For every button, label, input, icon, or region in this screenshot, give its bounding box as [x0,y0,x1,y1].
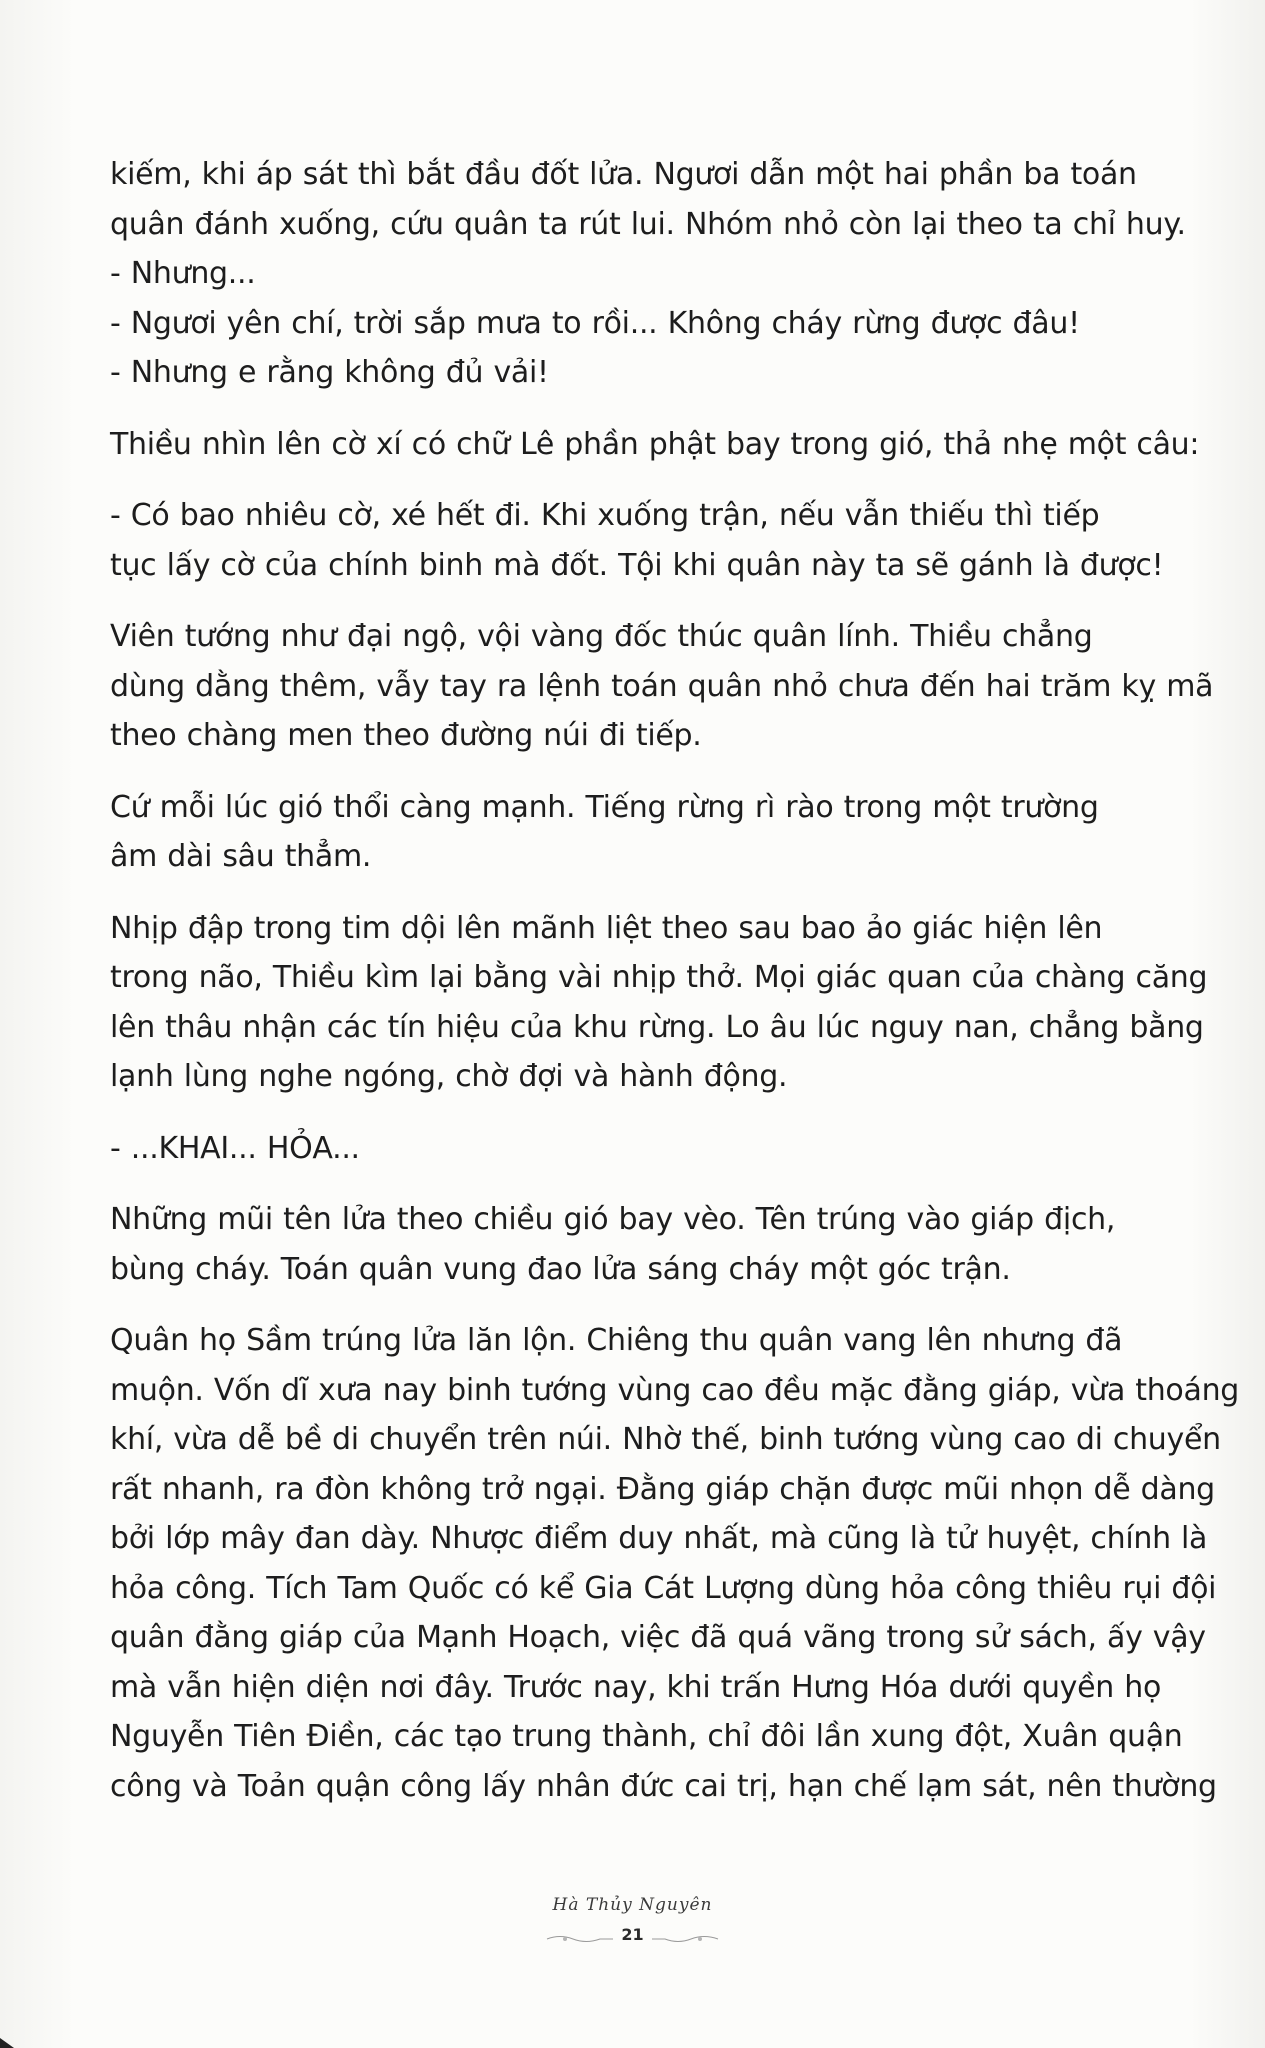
text-line: kiếm, khi áp sát thì bắt đầu đốt lửa. Ngươi dẫn một hai phần ba toán [110,157,1137,192]
text-line: lạnh lùng nghe ngóng, chờ đợi và hành động. [110,1059,788,1094]
text-line: - Nhưng... [110,256,256,291]
text-line: - Có bao nhiêu cờ, xé hết đi. Khi xuống trận, nếu vẫn thiếu thì tiếp [110,498,1100,533]
text-line: quân đằng giáp của Mạnh Hoạch, việc đã quá vãng trong sử sách, ấy vậy [110,1620,1206,1655]
text-line: khí, vừa dễ bề di chuyển trên núi. Nhờ thế, binh tướng vùng cao di chuyển [110,1422,1221,1457]
body-text [110,150,1240,1811]
page-number: 21 [621,1925,644,1944]
text-line: mà vẫn hiện diện nơi đây. Trước nay, khi trấn Hưng Hóa dưới quyền họ [110,1669,1162,1705]
dialogue-line [110,348,1120,398]
narration-paragraph [110,1195,1120,1294]
text-line: Quân họ Sầm trúng lửa lăn lộn. Chiêng thu quân vang lên nhưng đã [110,1323,1123,1358]
dialogue-line [110,249,1120,299]
text-line: - ...KHAI... HỎA... [110,1130,360,1166]
dialogue-paragraph [110,491,1164,590]
text-line: bởi lớp mây đan dày. Nhược điểm duy nhất, mà cũng là tử huyệt, chính là [110,1521,1208,1556]
text-line: Thiều nhìn lên cờ xí có chữ Lê phần phật bay trong gió, thả nhẹ một câu: [110,426,1200,462]
text-line: - Nhưng e rằng không đủ vải! [110,355,549,390]
text-line: trong não, Thiều kìm lại bằng vài nhịp thở. Mọi giác quan của chàng căng [110,960,1208,995]
text-line: hỏa công. Tích Tam Quốc có kể Gia Cát Lượng dùng hỏa công thiêu rụi đội [110,1570,1217,1606]
text-line: Cứ mỗi lúc gió thổi càng mạnh. Tiếng rừng rì rào trong một trường [110,789,1099,825]
dialogue-line [110,299,1120,349]
text-line: Nguyễn Tiên Điền, các tạo trung thành, chỉ đôi lần xung đột, Xuân quận [110,1719,1183,1754]
text-line: muộn. Vốn dĩ xưa nay binh tướng vùng cao đều mặc đằng giáp, vừa thoáng [110,1372,1240,1408]
narration-paragraph [110,904,1208,1102]
text-line: tục lấy cờ của chính binh mà đốt. Tội khi quân này ta sẽ gánh là được! [110,547,1164,583]
text-line: Viên tướng như đại ngộ, vội vàng đốc thúc quân lính. Thiều chẳng [110,619,1093,654]
text-line: Những mũi tên lửa theo chiều gió bay vèo. Tên trúng vào giáp địch, [110,1202,1116,1237]
text-line: dùng dằng thêm, vẫy tay ra lệnh toán quân nhỏ chưa đến hai trăm kỵ mã [110,668,1214,704]
footer-page-number-area [0,1925,1265,1955]
narration-paragraph [110,612,1214,761]
text-line: Nhịp đập trong tim dội lên mãnh liệt theo sau bao ảo giác hiện lên [110,910,1103,946]
narration-paragraph [110,783,1120,882]
text-line: âm dài sâu thẳm. [110,839,372,874]
text-line: quân đánh xuống, cứu quân ta rút lui. Nhóm nhỏ còn lại theo ta chỉ huy. [110,206,1186,242]
dialogue-line [110,1124,1120,1174]
text-line: công và Toản quận công lấy nhân đức cai trị, hạn chế lạm sát, nên thường [110,1768,1217,1804]
narration-paragraph [110,420,1200,470]
text-line: rất nhanh, ra đòn không trở ngại. Đằng giáp chặn được mũi nhọn dễ dàng [110,1471,1215,1507]
paragraph-continuation [110,150,1186,249]
text-line: bùng cháy. Toán quân vung đao lửa sáng cháy một góc trận. [110,1251,1011,1287]
narration-paragraph [110,1316,1240,1811]
text-line: - Ngươi yên chí, trời sắp mưa to rồi... Không cháy rừng được đâu! [110,305,1080,341]
text-line: theo chàng men theo đường núi đi tiếp. [110,718,702,753]
right-ornament-icon [650,1933,720,1945]
footer-author: Hà Thủy Nguyên [552,1895,713,1915]
text-line: lên thâu nhận các tín hiệu của khu rừng. Lo âu lúc nguy nan, chẳng bằng [110,1009,1204,1045]
scan-corner-mark-icon [0,2008,40,2048]
